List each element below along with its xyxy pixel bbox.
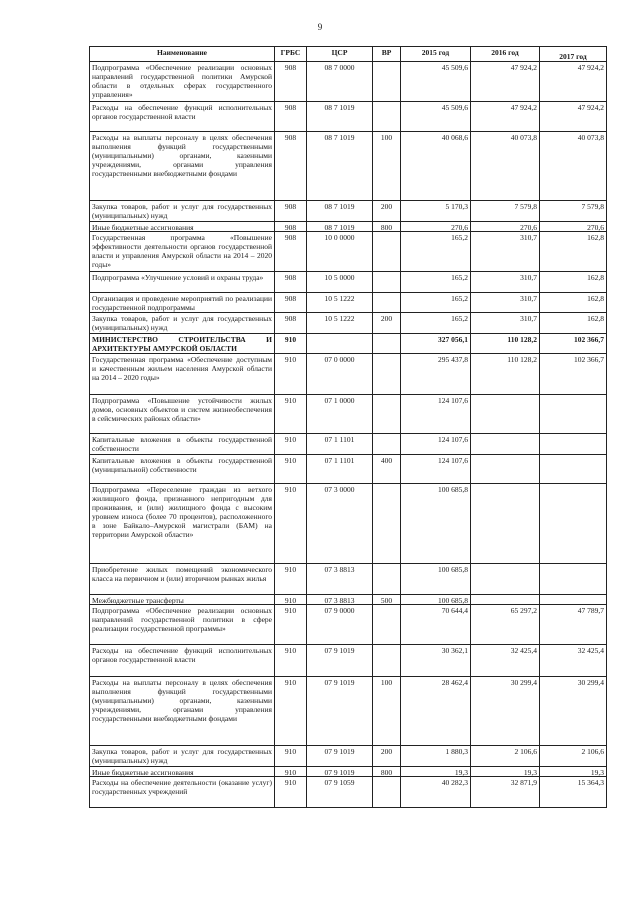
cell-2016: 7 579,8 bbox=[470, 201, 539, 221]
cell-name: Закупка товаров, работ и услуг для государственных (муниципальных) нужд bbox=[89, 746, 274, 766]
cell-grbs: 910 bbox=[274, 354, 306, 394]
cell-vr bbox=[372, 564, 400, 594]
table-row bbox=[89, 605, 607, 645]
cell-2016: 110 128,2 bbox=[470, 334, 539, 353]
cell-2016: 65 297,2 bbox=[470, 605, 539, 644]
cell-2017: 40 073,8 bbox=[539, 132, 607, 200]
table-row bbox=[89, 293, 607, 313]
cell-name: Расходы на выплаты персоналу в целях обеспечения выполнения функций государственными (муниципальными) органами, казенными учреждениями, органами управления государственными внебюджетными фондами bbox=[89, 677, 274, 745]
cell-2015: 40 068,6 bbox=[400, 132, 470, 200]
header-2017: 2017 год bbox=[539, 47, 607, 61]
cell-2017: 47 924,2 bbox=[539, 62, 607, 101]
cell-grbs: 910 bbox=[274, 645, 306, 676]
cell-vr bbox=[372, 395, 400, 433]
cell-2016 bbox=[470, 595, 539, 604]
cell-2016 bbox=[470, 564, 539, 594]
table-row bbox=[89, 313, 607, 334]
cell-grbs: 910 bbox=[274, 334, 306, 353]
cell-2017: 162,8 bbox=[539, 313, 607, 333]
cell-2017: 47 924,2 bbox=[539, 102, 607, 131]
cell-2015: 28 462,4 bbox=[400, 677, 470, 745]
cell-name: Капитальные вложения в объекты государственной собственности bbox=[89, 434, 274, 454]
cell-2017: 32 425,4 bbox=[539, 645, 607, 676]
cell-2017: 162,8 bbox=[539, 272, 607, 292]
cell-name: МИНИСТЕРСТВО СТРОИТЕЛЬСТВА И АРХИТЕКТУРЫ АМУРСКОЙ ОБЛАСТИ bbox=[89, 334, 274, 353]
cell-2015: 1 880,3 bbox=[400, 746, 470, 766]
cell-vr bbox=[372, 293, 400, 312]
cell-csr: 07 9 1019 bbox=[306, 645, 372, 676]
cell-2017 bbox=[539, 395, 607, 433]
cell-vr: 500 bbox=[372, 595, 400, 604]
cell-2016: 40 073,8 bbox=[470, 132, 539, 200]
table-row bbox=[89, 62, 607, 102]
cell-grbs: 908 bbox=[274, 62, 306, 101]
cell-vr: 200 bbox=[372, 201, 400, 221]
cell-2016: 32 871,9 bbox=[470, 777, 539, 807]
cell-grbs: 910 bbox=[274, 434, 306, 454]
cell-csr: 07 1 0000 bbox=[306, 395, 372, 433]
cell-grbs: 908 bbox=[274, 232, 306, 271]
cell-csr: 07 9 1019 bbox=[306, 677, 372, 745]
cell-2017 bbox=[539, 434, 607, 454]
cell-vr bbox=[372, 232, 400, 271]
cell-name: Иные бюджетные ассигнования bbox=[89, 222, 274, 231]
cell-grbs: 910 bbox=[274, 677, 306, 745]
cell-2015: 165,2 bbox=[400, 293, 470, 312]
table-row bbox=[89, 767, 607, 777]
cell-name: Расходы на обеспечение функций исполнительных органов государственной власти bbox=[89, 102, 274, 131]
cell-csr: 10 5 1222 bbox=[306, 313, 372, 333]
cell-2017: 102 366,7 bbox=[539, 334, 607, 353]
cell-csr: 10 5 0000 bbox=[306, 272, 372, 292]
cell-vr bbox=[372, 484, 400, 563]
cell-2015: 124 107,6 bbox=[400, 395, 470, 433]
cell-vr bbox=[372, 334, 400, 353]
cell-csr: 10 5 1222 bbox=[306, 293, 372, 312]
cell-2015: 45 509,6 bbox=[400, 62, 470, 101]
cell-2015: 124 107,6 bbox=[400, 455, 470, 483]
cell-name: Подпрограмма «Повышение устойчивости жилых домов, основных объектов и систем жизнеобеспечения в сейсмических районах области» bbox=[89, 395, 274, 433]
cell-vr: 400 bbox=[372, 455, 400, 483]
cell-2015: 124 107,6 bbox=[400, 434, 470, 454]
cell-vr: 800 bbox=[372, 222, 400, 231]
cell-csr: 07 9 0000 bbox=[306, 605, 372, 644]
cell-2017: 102 366,7 bbox=[539, 354, 607, 394]
cell-csr: 07 9 1019 bbox=[306, 767, 372, 776]
cell-2016: 310,7 bbox=[470, 293, 539, 312]
table-row bbox=[89, 395, 607, 434]
table-row bbox=[89, 354, 607, 395]
cell-grbs: 908 bbox=[274, 132, 306, 200]
cell-name: Подпрограмма «Обеспечение реализации основных направлений государственной политики в сфере реализации государственной программы» bbox=[89, 605, 274, 644]
table-row bbox=[89, 222, 607, 232]
cell-2017: 30 299,4 bbox=[539, 677, 607, 745]
cell-vr bbox=[372, 62, 400, 101]
cell-2017 bbox=[539, 564, 607, 594]
cell-grbs: 910 bbox=[274, 484, 306, 563]
header-csr: ЦСР bbox=[306, 47, 372, 61]
cell-2015: 45 509,6 bbox=[400, 102, 470, 131]
table-header-row bbox=[89, 47, 607, 62]
cell-csr: 07 1 1101 bbox=[306, 455, 372, 483]
cell-name: Расходы на выплаты персоналу в целях обеспечения выполнения функций государственными (муниципальными) органами, казенными учреждениями, органами управления государственными внебюджетными фондами bbox=[89, 132, 274, 200]
cell-grbs: 908 bbox=[274, 313, 306, 333]
cell-2015: 165,2 bbox=[400, 272, 470, 292]
header-vr: ВР bbox=[372, 47, 400, 61]
cell-2017: 162,8 bbox=[539, 232, 607, 271]
cell-vr: 200 bbox=[372, 746, 400, 766]
cell-csr: 10 0 0000 bbox=[306, 232, 372, 271]
cell-2015: 295 437,8 bbox=[400, 354, 470, 394]
cell-2015: 70 644,4 bbox=[400, 605, 470, 644]
cell-grbs: 908 bbox=[274, 272, 306, 292]
cell-2017: 19,3 bbox=[539, 767, 607, 776]
cell-grbs: 908 bbox=[274, 201, 306, 221]
cell-2015: 100 685,8 bbox=[400, 595, 470, 604]
cell-2016: 30 299,4 bbox=[470, 677, 539, 745]
cell-name: Государственная программа «Обеспечение доступным и качественным жильем населения Амурской области на 2014 – 2020 годы» bbox=[89, 354, 274, 394]
cell-vr bbox=[372, 777, 400, 807]
table-row bbox=[89, 645, 607, 677]
cell-2016 bbox=[470, 434, 539, 454]
cell-2016: 110 128,2 bbox=[470, 354, 539, 394]
cell-vr: 800 bbox=[372, 767, 400, 776]
cell-csr: 07 3 8813 bbox=[306, 564, 372, 594]
cell-2017: 47 789,7 bbox=[539, 605, 607, 644]
cell-name: Капитальные вложения в объекты государственной (муниципальной) собственности bbox=[89, 455, 274, 483]
cell-2016 bbox=[470, 455, 539, 483]
cell-csr: 07 9 1019 bbox=[306, 746, 372, 766]
cell-2015: 100 685,8 bbox=[400, 564, 470, 594]
cell-grbs: 910 bbox=[274, 605, 306, 644]
cell-2015: 100 685,8 bbox=[400, 484, 470, 563]
cell-2015: 19,3 bbox=[400, 767, 470, 776]
header-2015: 2015 год bbox=[400, 47, 470, 61]
cell-csr: 07 0 0000 bbox=[306, 354, 372, 394]
header-name: Наименование bbox=[89, 47, 274, 61]
cell-name: Подпрограмма «Улучшение условий и охраны труда» bbox=[89, 272, 274, 292]
cell-grbs: 910 bbox=[274, 767, 306, 776]
cell-name: Закупка товаров, работ и услуг для государственных (муниципальных) нужд bbox=[89, 201, 274, 221]
cell-2016: 47 924,2 bbox=[470, 102, 539, 131]
cell-vr bbox=[372, 434, 400, 454]
cell-name: Государственная программа «Повышение эффективности деятельности органов государственной власти и управления Амурской области на 2014 – 2020 годы» bbox=[89, 232, 274, 271]
cell-2016: 32 425,4 bbox=[470, 645, 539, 676]
cell-2016: 270,6 bbox=[470, 222, 539, 231]
cell-2015: 270,6 bbox=[400, 222, 470, 231]
cell-csr: 07 9 1059 bbox=[306, 777, 372, 807]
table-row bbox=[89, 746, 607, 767]
table-row bbox=[89, 777, 607, 808]
budget-table bbox=[89, 46, 607, 796]
page-number: 9 bbox=[317, 22, 323, 32]
cell-grbs: 908 bbox=[274, 293, 306, 312]
table-row bbox=[89, 232, 607, 272]
cell-2017: 270,6 bbox=[539, 222, 607, 231]
cell-vr bbox=[372, 645, 400, 676]
cell-grbs: 910 bbox=[274, 455, 306, 483]
cell-csr bbox=[306, 334, 372, 353]
cell-2017: 162,8 bbox=[539, 293, 607, 312]
table-row bbox=[89, 132, 607, 201]
cell-name: Приобретение жилых помещений экономического класса на первичном и (или) вторичном рынках жилья bbox=[89, 564, 274, 594]
cell-csr: 08 7 1019 bbox=[306, 201, 372, 221]
cell-name: Иные бюджетные ассигнования bbox=[89, 767, 274, 776]
cell-vr: 200 bbox=[372, 313, 400, 333]
cell-2016 bbox=[470, 395, 539, 433]
cell-2017: 7 579,8 bbox=[539, 201, 607, 221]
cell-2015: 30 362,1 bbox=[400, 645, 470, 676]
cell-csr: 07 3 0000 bbox=[306, 484, 372, 563]
cell-2016: 310,7 bbox=[470, 313, 539, 333]
cell-2017 bbox=[539, 455, 607, 483]
cell-vr: 100 bbox=[372, 677, 400, 745]
table-row bbox=[89, 434, 607, 455]
cell-vr: 100 bbox=[372, 132, 400, 200]
cell-csr: 07 1 1101 bbox=[306, 434, 372, 454]
cell-2015: 327 056,1 bbox=[400, 334, 470, 353]
cell-2017 bbox=[539, 484, 607, 563]
cell-name: Подпрограмма «Переселение граждан из ветхого жилищного фонда, признанного непригодным для проживания, и (или) жилищного фонда с высоким уровнем износа (более 70 процентов), расположенного в зоне Байкало–Амурской магистрали (БАМ) на территории Амурской области» bbox=[89, 484, 274, 563]
cell-grbs: 908 bbox=[274, 102, 306, 131]
cell-csr: 08 7 1019 bbox=[306, 222, 372, 231]
cell-2016: 2 106,6 bbox=[470, 746, 539, 766]
cell-2016 bbox=[470, 484, 539, 563]
cell-2015: 165,2 bbox=[400, 232, 470, 271]
table-row bbox=[89, 334, 607, 354]
table-row bbox=[89, 201, 607, 222]
table-row bbox=[89, 484, 607, 564]
cell-vr bbox=[372, 102, 400, 131]
cell-2016: 19,3 bbox=[470, 767, 539, 776]
cell-grbs: 910 bbox=[274, 395, 306, 433]
cell-2015: 5 170,3 bbox=[400, 201, 470, 221]
cell-2015: 165,2 bbox=[400, 313, 470, 333]
table-row bbox=[89, 595, 607, 605]
cell-2017: 15 364,3 bbox=[539, 777, 607, 807]
cell-2017 bbox=[539, 595, 607, 604]
cell-name: Организация и проведение мероприятий по реализации государственной подпрограммы bbox=[89, 293, 274, 312]
header-2016: 2016 год bbox=[470, 47, 539, 61]
table-row bbox=[89, 677, 607, 746]
cell-vr bbox=[372, 605, 400, 644]
cell-2016: 47 924,2 bbox=[470, 62, 539, 101]
cell-grbs: 908 bbox=[274, 222, 306, 231]
cell-name: Подпрограмма «Обеспечение реализации основных направлений государственной политики Амурской области в отдельных сферах государственного управления» bbox=[89, 62, 274, 101]
cell-2016: 310,7 bbox=[470, 232, 539, 271]
cell-grbs: 910 bbox=[274, 777, 306, 807]
cell-grbs: 910 bbox=[274, 746, 306, 766]
cell-vr bbox=[372, 272, 400, 292]
table-row bbox=[89, 272, 607, 293]
cell-2016: 310,7 bbox=[470, 272, 539, 292]
cell-csr: 08 7 0000 bbox=[306, 62, 372, 101]
cell-name: Расходы на обеспечение функций исполнительных органов государственной власти bbox=[89, 645, 274, 676]
cell-name: Расходы на обеспечение деятельности (оказание услуг) государственных учреждений bbox=[89, 777, 274, 807]
cell-2015: 40 282,3 bbox=[400, 777, 470, 807]
cell-grbs: 910 bbox=[274, 564, 306, 594]
cell-vr bbox=[372, 354, 400, 394]
cell-name: Закупка товаров, работ и услуг для государственных (муниципальных) нужд bbox=[89, 313, 274, 333]
cell-2017: 2 106,6 bbox=[539, 746, 607, 766]
cell-grbs: 910 bbox=[274, 595, 306, 604]
cell-csr: 08 7 1019 bbox=[306, 132, 372, 200]
table-row bbox=[89, 564, 607, 595]
cell-csr: 07 3 8813 bbox=[306, 595, 372, 604]
table-row bbox=[89, 102, 607, 132]
cell-csr: 08 7 1019 bbox=[306, 102, 372, 131]
cell-name: Межбюджетные трансферты bbox=[89, 595, 274, 604]
table-row bbox=[89, 455, 607, 484]
header-grbs: ГРБС bbox=[274, 47, 306, 61]
